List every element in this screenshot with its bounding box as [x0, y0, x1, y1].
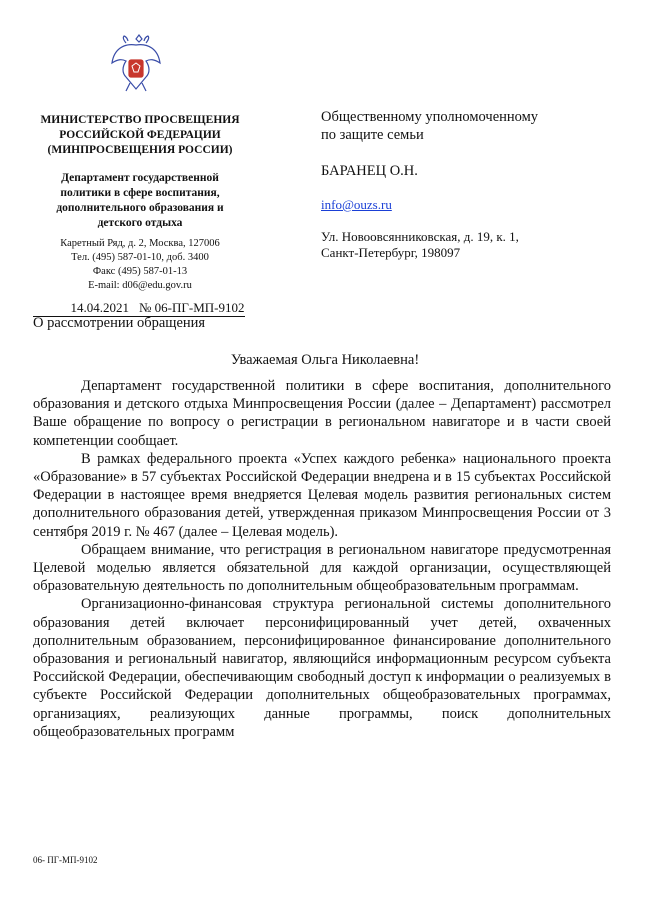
footer-doc-code: 06- ПГ-МП-9102 [33, 855, 98, 865]
body-paragraph: Обращаем внимание, что регистрация в региональном навигаторе предусмотренная Целевой моделью является обязательной для каждой организации, осуществляющей образовательную деятельность по дополнительным общеобразовательным программам. [33, 541, 611, 595]
ministry-line: РОССИЙСКОЙ ФЕДЕРАЦИИ [59, 129, 221, 141]
body-paragraph: Департамент государственной политики в сфере воспитания, дополнительного образования и детского отдыха Минпросвещения России (далее – Департамент) рассмотрел Ваше обращение по вопросу о регистрации в региональном навигаторе и в части своей компетенции сообщает. [33, 378, 611, 449]
department-line: политики в сфере воспитания, [60, 187, 220, 199]
recipient-line: Общественному уполномоченному [321, 109, 539, 125]
department-line: детского отдыха [97, 217, 183, 229]
department-line: Департамент государственной [61, 172, 219, 184]
department-name [30, 171, 250, 231]
address-line: Каретный Ряд, д. 2, Москва, 127006 [60, 238, 220, 249]
body-paragraph: В рамках федерального проекта «Успех каждого ребенка» национального проекта «Образование» в 57 субъектах Российской Федерации внедрена и в 15 субъектах Российской Федерации в настоящее время внедряется Целевая модель развития региональных систем дополнительного образования детей, утвержденная приказом Минпросвещения России от 3 сентября 2019 г. № 467 (далее – Целевая модель). [33, 450, 611, 540]
department-line: дополнительного образования и [56, 202, 224, 214]
registration-number: № 06-ПГ-МП-9102 [139, 300, 245, 315]
russian-coat-of-arms-icon [110, 33, 162, 95]
greeting: Уважаемая Ольга Николаевна! [230, 352, 420, 368]
recipient-address [321, 229, 519, 261]
recipient-line: по защите семьи [321, 127, 424, 143]
recipient-name: БАРАНЕЦ О.Н. [321, 163, 418, 179]
contact-block [30, 237, 250, 293]
recipient-email-link[interactable]: info@ouzs.ru [321, 197, 392, 212]
fax-line: Факс (495) 587-01-13 [92, 266, 188, 277]
address-line: Санкт-Петербург, 198097 [321, 245, 461, 260]
recipient-title [321, 108, 538, 144]
letter-subject: О рассмотрении обращения [33, 315, 206, 331]
registration-date: 14.04.2021 [33, 300, 139, 317]
phone-line: Тел. (495) 587-01-10, доб. 3400 [71, 252, 209, 263]
ministry-line: (МИНПРОСВЕЩЕНИЯ РОССИИ) [47, 144, 233, 156]
ministry-name [30, 113, 250, 158]
email-line: E-mail: d06@edu.gov.ru [88, 280, 192, 291]
body-paragraph: Организационно-финансовая структура региональной системы дополнительного образования детей включает персонифицированный учет детей, охваченных дополнительным образованием, персонифицированное финансирование дополнительного образования и региональный навигатор, являющийся информационным ресурсом субъекта Российской Федерации, обеспечивающим свободный доступ к информации о реализуемых в субъекте Российской Федерации дополнительных общеобразовательных программах, организациях, реализующих данные программы, поиск дополнительных общеобразовательных программ [33, 596, 611, 740]
ministry-line: МИНИСТЕРСТВО ПРОСВЕЩЕНИЯ [40, 114, 240, 126]
letter-body [33, 377, 611, 741]
address-line: Ул. Новоовсянниковская, д. 19, к. 1, [321, 229, 519, 244]
